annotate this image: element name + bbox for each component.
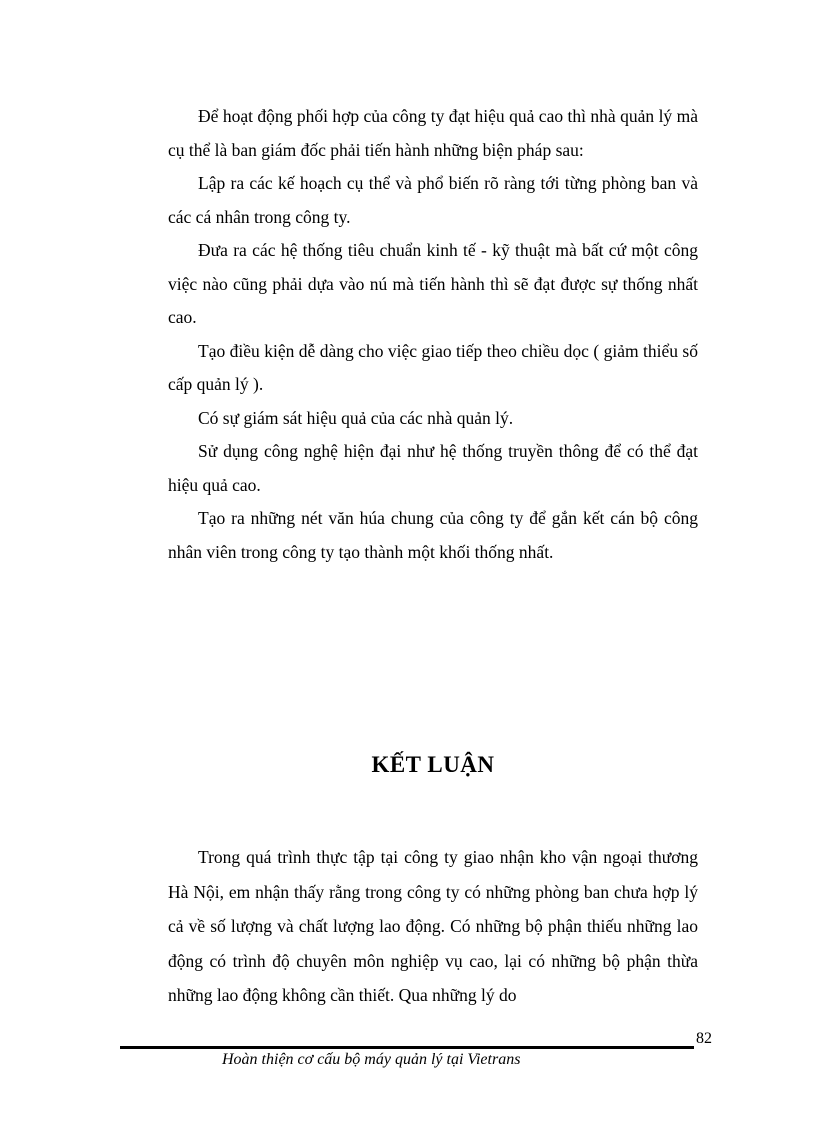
body-text [168,100,698,569]
paragraph-communication: Tạo điều kiện dễ dàng cho việc giao tiếp theo chiều dọc ( giảm thiểu số cấp quản lý ). [168,340,698,394]
conclusion-paragraph: Trong quá trình thực tập tại công ty giao nhận kho vận ngoại thương Hà Nội, em nhận thấy rằng trong công ty có những phòng ban chưa hợp lý cả về số lượng và chất lượng lao động. Có những bộ phận thiếu những lao động có trình độ chuyên môn nghiệp vụ cao, lại có những bộ phận thừa những lao động không cần thiết. Qua những lý do [168,847,698,1005]
paragraph-standards: Đưa ra các hệ thống tiêu chuẩn kinh tế - kỹ thuật mà bất cứ một công việc nào cũng phải dựa vào nú mà tiến hành thì sẽ đạt được sự thống nhất cao. [168,240,698,327]
footer-caption: Hoàn thiện cơ cấu bộ máy quản lý tại Vietrans [222,1051,521,1068]
page-number: 82 [696,1030,712,1047]
conclusion-section [168,840,698,1013]
paragraph-culture: Tạo ra những nét văn húa chung của công ty để gắn kết cán bộ công nhân viên trong công ty tạo thành một khối thống nhất. [168,508,698,562]
section-title: KẾT LUẬN [371,752,495,777]
paragraph-plan: Lập ra các kế hoạch cụ thể và phổ biến rõ ràng tới từng phòng ban và các cá nhân trong công ty. [168,173,698,227]
paragraph-intro: Để hoạt động phối hợp của công ty đạt hiệu quả cao thì nhà quản lý mà cụ thể là ban giám đốc phải tiến hành những biện pháp sau: [168,106,698,160]
paragraph-technology: Sử dụng công nghệ hiện đại như hệ thống truyền thông để có thể đạt hiệu quả cao. [168,441,698,495]
footer-divider [120,1046,694,1049]
paragraph-supervision: Có sự giám sát hiệu quả của các nhà quản lý. [198,407,514,428]
